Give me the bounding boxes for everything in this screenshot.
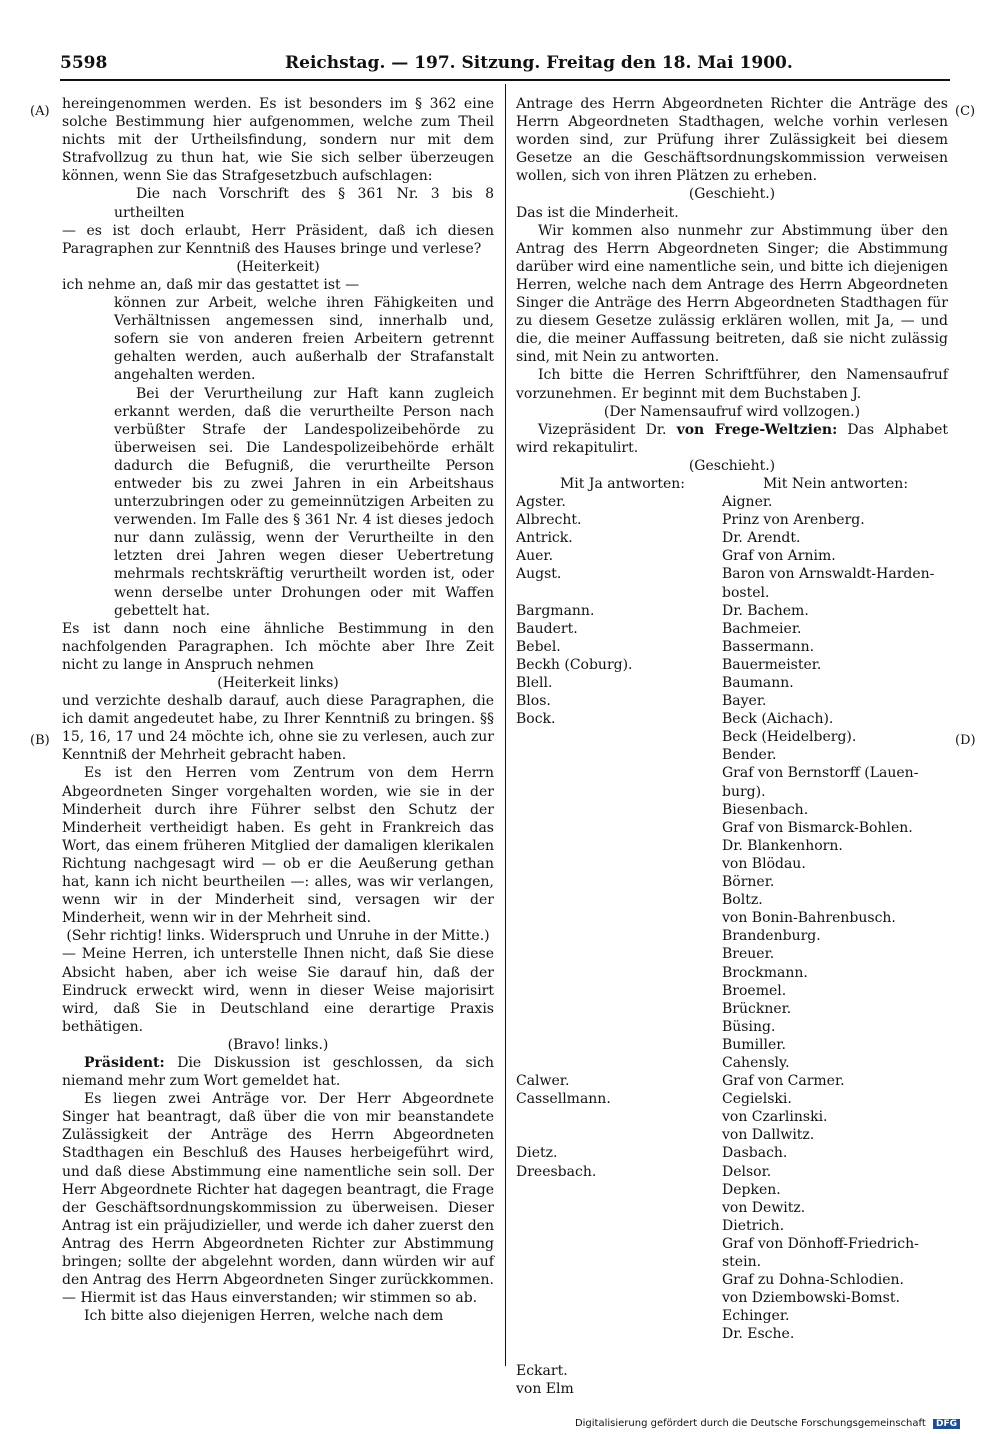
ja-voter: [516, 728, 722, 746]
nein-voter: von Dewitz.: [722, 1199, 806, 1216]
margin-mark-a: (A): [30, 104, 50, 119]
ja-voter: [516, 873, 722, 891]
left-paragraph: Die nach Vorschrift des § 361 Nr. 3 bis 8 urtheilten: [114, 186, 494, 221]
ja-voter: Calwer.: [516, 1073, 570, 1090]
ja-voter: [516, 1054, 722, 1072]
ja-voter: [516, 783, 722, 801]
nein-voter: burg).: [722, 783, 766, 800]
ja-voter: [516, 1343, 722, 1361]
nein-voter: Dasbach.: [722, 1145, 788, 1162]
ja-list: [516, 493, 722, 1398]
right-column-text: [516, 95, 948, 475]
nein-voter: Baron von Arnswaldt-Harden-: [722, 566, 935, 583]
left-paragraph: und verzichte deshalb darauf, auch diese Paragraphen, die ich damit angedeutet habe, zu Ihrer Kenntniß zu bringen. §§ 15, 16, 17 und 24 möchte ich, ohne sie zu verlesen, auch zur Kenntniß der Mehrheit gebracht haben.: [62, 693, 494, 764]
nein-voter: von Dallwitz.: [722, 1127, 815, 1144]
nein-voter: Beck (Heidelberg).: [722, 729, 857, 746]
ja-voter: Augst.: [516, 566, 562, 583]
nein-voter: von Czarlinski.: [722, 1109, 828, 1126]
nein-voter: Aigner.: [722, 494, 773, 511]
ja-voter: [516, 945, 722, 963]
nein-voter: Dr. Esche.: [722, 1326, 795, 1343]
ja-voter: [516, 1036, 722, 1054]
left-paragraph: Präsident: Die Diskussion ist geschlossen, da sich niemand mehr zum Wort gemeldet hat.: [62, 1054, 494, 1090]
left-paragraph: ich nehme an, daß mir das gestattet ist —: [62, 276, 360, 293]
nein-voter: Bassermann.: [722, 638, 815, 655]
ja-voter: [516, 1271, 722, 1289]
ja-voter: [516, 982, 722, 1000]
nein-voter: Breuer.: [722, 946, 775, 963]
ja-voter: Auer.: [516, 548, 554, 565]
ja-voter: [516, 764, 722, 782]
nein-voter: Broemel.: [722, 982, 787, 999]
footer-text: Digitalisierung gefördert durch die Deutsche Forschungsgemeinschaft: [574, 1418, 926, 1429]
right-paragraph: Das ist die Minderheit.: [516, 204, 679, 221]
vote-lists: [516, 493, 948, 1398]
left-paragraph: Bei der Verurtheilung zur Haft kann zugleich erkannt werden, daß die verurtheilte Person nach verbüßter Strafe der Landespolizeibehörde zu überweisen sei. Die Landespolizeibehörde erhält dadurch die Befugniß, die verurtheilte Person entweder bis zu zwei Jahren in ein Arbeitshaus unterzubringen oder zu gemeinnützigen Arbeiten zu verwenden. Im Falle des § 361 Nr. 4 ist dieses jedoch nur dann zulässig, wenn der Verurtheilte in den letzten drei Jahren wegen dieser Uebertretung mehrmals rechtskräftig verurtheilt worden ist, oder wenn derselbe unter Drohungen oder mit Waffen gebettelt hat.: [114, 385, 494, 619]
nein-voter: Brockmann.: [722, 964, 808, 981]
nein-voter: Depken.: [722, 1181, 781, 1198]
left-paragraph: Es liegen zwei Anträge vor. Der Herr Abgeordnete Singer hat beantragt, daß über die von mir beanstandete Zulässigkeit der Anträge des Herrn Abgeordneten Stadthagen ein Beschluß des Hauses herbeigeführt wird, und daß diese Abstimmung eine namentliche sein soll. Der Herr Abgeordnete Richter hat dagegen beantragt, die Frage der Geschäftsordnungskommission zu überweisen. Dieser Antrag ist ein präjudizieller, und werde ich daher zuerst den Antrag des Herrn Abgeordneten Richter zur Abstimmung bringen; sollte der abgelehnt worden, dann würden wir auf den Antrag des Herrn Abgeordneten Singer zurückkommen. — Hiermit ist das Haus einverstanden; wir stimmen so ab.: [62, 1091, 494, 1307]
right-paragraph: Ich bitte die Herren Schriftführer, den Namensaufruf vorzunehmen. Er beginnt mit dem Buchstaben J.: [516, 367, 948, 402]
nein-voter: Bender.: [722, 747, 777, 764]
footer: [575, 1418, 960, 1429]
nein-voter: Dr. Arendt.: [722, 530, 801, 547]
dfg-logo: DFG: [933, 1419, 960, 1429]
running-title: Reichstag. — 197. Sitzung. Freitag den 18. Mai 1900.: [285, 53, 793, 73]
nein-voter: Prinz von Arenberg.: [722, 512, 865, 529]
nein-voter: Baumann.: [722, 675, 794, 691]
left-paragraph: Es ist dann noch eine ähnliche Bestimmung in den nachfolgenden Paragraphen. Ich möchte aber Ihre Zeit nicht zu lange in Anspruch nehmen: [62, 620, 494, 673]
left-paragraph: können zur Arbeit, welche ihren Fähigkeiten und Verhältnissen angemessen sind, innerhalb und, sofern sie von anderen freien Arbeitern getrennt gehalten werden, auch außerhalb der Strafanstalt angehalten werden.: [114, 295, 494, 384]
ja-voter: [516, 1018, 722, 1036]
nein-voter: von Bonin-Bahrenbusch.: [722, 910, 896, 927]
left-paragraph: hereingenommen werden. Es ist besonders im § 362 eine solche Bestimmung hier aufgenommen, welche zum Theil nichts mit der Urtheilsfindung, sondern nur mit dem Strafvollzug zu thun hat, wie Sie sich selber überzeugen können, wenn Sie das Strafgesetzbuch aufschlagen:: [62, 96, 494, 185]
nein-voter: Büsing.: [722, 1018, 776, 1035]
nein-voter: stein.: [722, 1254, 762, 1270]
ja-voter: Agster.: [516, 494, 566, 511]
page-number: 5598: [60, 53, 108, 73]
ja-voter: Bargmann.: [516, 602, 595, 619]
nein-voter: Graf von Arnim.: [722, 548, 836, 565]
nein-voter: Boltz.: [722, 892, 763, 909]
nein-voter: Börner.: [722, 874, 775, 891]
speaker-name: Präsident:: [84, 1054, 165, 1071]
right-paragraph: (Geschieht.): [688, 457, 776, 474]
ja-voter: [516, 1108, 722, 1126]
right-paragraph: Antrage des Herrn Abgeordneten Richter die Anträge des Herrn Abgeordneten Stadthagen, welche vorhin verlesen worden sind, zur Prüfung ihrer Zulässigkeit bei diesem Gesetze an die Geschäftsordnungskommission verweisen wollen, sich von ihren Plätzen zu erheben.: [516, 96, 948, 185]
right-paragraph: (Geschieht.): [688, 186, 776, 203]
left-paragraph: (Heiterkeit links): [217, 675, 339, 691]
nein-voter: Cahensly.: [722, 1054, 790, 1071]
nein-voter: bostel.: [722, 584, 770, 601]
right-column: [516, 95, 948, 1398]
ja-voter: Blos.: [516, 693, 551, 710]
ja-voter: Bock.: [516, 711, 556, 728]
nein-voter: Graf von Dönhoff-Friedrich-: [722, 1235, 919, 1252]
ja-voter: [516, 746, 722, 764]
ja-voter: Baudert.: [516, 620, 578, 637]
nein-voter: Echinger.: [722, 1308, 790, 1325]
nein-voter: Dr. Bachem.: [722, 602, 809, 619]
nein-voter: Dr. Blankenhorn.: [722, 837, 843, 854]
right-paragraph: Vizepräsident Dr. von Frege-Weltzien: Das Alphabet wird rekapitulirt.: [516, 421, 948, 456]
nein-voter: Brückner.: [722, 1000, 792, 1017]
ja-voter: [516, 891, 722, 909]
ja-voter: [516, 909, 722, 927]
nein-voter: Cegielski.: [722, 1091, 792, 1108]
nein-voter: Bauermeister.: [722, 656, 822, 673]
nein-voter: Graf von Carmer.: [722, 1073, 845, 1090]
left-paragraph: — es ist doch erlaubt, Herr Präsident, daß ich diesen Paragraphen zur Kenntniß des Hauses bringe und verlese?: [62, 222, 494, 257]
nein-voter: Bachmeier.: [722, 620, 802, 637]
ja-voter: [516, 1289, 722, 1307]
ja-voter: [516, 964, 722, 982]
margin-mark-b: (B): [30, 733, 50, 748]
ja-voter: [516, 1126, 722, 1144]
nein-voter: Bumiller.: [722, 1036, 786, 1053]
vote-headers: [516, 475, 948, 493]
ja-voter: Blell.: [516, 675, 553, 691]
ja-voter: [516, 819, 722, 837]
nein-list: [722, 493, 935, 1398]
ja-voter: Cassellmann.: [516, 1091, 611, 1108]
left-paragraph: (Sehr richtig! links. Widerspruch und Unruhe in der Mitte.): [66, 928, 490, 945]
nein-voter: Graf zu Dohna-Schlodien.: [722, 1272, 905, 1289]
ja-voter: Antrick.: [516, 530, 573, 547]
ja-voter: Beckh (Coburg).: [516, 656, 633, 673]
nein-voter: Beck (Aichach).: [722, 711, 834, 728]
nein-voter: von Blödau.: [722, 855, 806, 872]
ja-voter: [516, 837, 722, 855]
ja-voter: [516, 1307, 722, 1325]
nein-voter: Dietrich.: [722, 1217, 785, 1234]
left-paragraph: — Meine Herren, ich unterstelle Ihnen nicht, daß Sie diese Absicht haben, aber ich weise Sie darauf hin, daß der Eindruck erweckt wird, wenn in dieser Weise majorisirt wird, daß Sie in Deutschland eine derartige Praxis bethätigen.: [62, 946, 494, 1035]
ja-voter: [516, 1253, 722, 1271]
ja-voter: Dreesbach.: [516, 1163, 597, 1180]
left-paragraph: (Heiterkeit): [236, 258, 320, 275]
ja-header: Mit Ja antworten:: [559, 475, 686, 492]
nein-voter: Bayer.: [722, 693, 767, 710]
page-header: [60, 50, 950, 76]
nein-voter: Delsor.: [722, 1163, 772, 1180]
nein-voter: Graf von Bismarck-Bohlen.: [722, 819, 913, 836]
column-divider: [505, 84, 506, 1366]
nein-voter: von Dziembowski-Bomst.: [722, 1290, 900, 1307]
right-paragraph: (Der Namensaufruf wird vollzogen.): [603, 403, 861, 420]
ja-voter: von Elm: [516, 1380, 574, 1397]
ja-voter: [516, 1181, 722, 1199]
ja-voter: [516, 801, 722, 819]
nein-header: Mit Nein antworten:: [762, 475, 909, 492]
ja-voter: [516, 1000, 722, 1018]
ja-voter: [516, 1217, 722, 1235]
right-paragraph: Wir kommen also nunmehr zur Abstimmung über den Antrag des Herrn Abgeordneten Singer; die Abstimmung darüber wird eine namentliche sein, und bitte ich diejenigen Herren, welche nach dem Antrage des Herrn Abgeordneten Singer die Anträge des Herrn Abgeordneten Stadthagen für zu diesem Gesetze zulässig erklären wollen, mit Ja, — und die, die meiner Auffassung beitreten, daß sie nicht zulässig sind, mit Nein zu antworten.: [516, 222, 948, 366]
left-paragraph: (Bravo! links.): [227, 1036, 329, 1053]
left-paragraph: Es ist den Herren vom Zentrum von dem Herrn Abgeordneten Singer vorgehalten worden, wie sie in der Minderheit durch ihre Führer selbst den Schutz der Minderheit vertheidigt haben. Es geht in Frankreich das Wort, das einem früheren Mitglied der damaligen klerikalen Richtung nachgesagt wird — ob er die Aeußerung gethan hat, kann ich nicht beurtheilen —: alles, was wir verlangen, wenn wir in der Minderheit sind, versagen wir der Minderheit, wenn wir in der Mehrheit sind.: [62, 765, 494, 927]
speaker-name: von Frege-Weltzien:: [676, 421, 838, 438]
ja-voter: [516, 855, 722, 873]
ja-voter: [516, 927, 722, 945]
nein-voter: Brandenburg.: [722, 928, 821, 945]
margin-mark-c: (C): [955, 104, 976, 119]
margin-mark-d: (D): [955, 733, 976, 748]
header-rule: [60, 79, 950, 81]
ja-voter: Albrecht.: [516, 512, 582, 529]
ja-voter: Eckart.: [516, 1362, 568, 1379]
ja-voter: [516, 1235, 722, 1253]
left-paragraph: Ich bitte also diejenigen Herren, welche nach dem: [84, 1308, 444, 1325]
ja-voter: Dietz.: [516, 1145, 558, 1162]
ja-voter: [516, 1325, 722, 1343]
nein-voter: Graf von Bernstorff (Lauen-: [722, 765, 919, 782]
left-column: [62, 95, 494, 1325]
ja-voter: [516, 584, 722, 602]
ja-voter: Bebel.: [516, 638, 561, 655]
nein-voter: Biesenbach.: [722, 801, 809, 818]
ja-voter: [516, 1199, 722, 1217]
